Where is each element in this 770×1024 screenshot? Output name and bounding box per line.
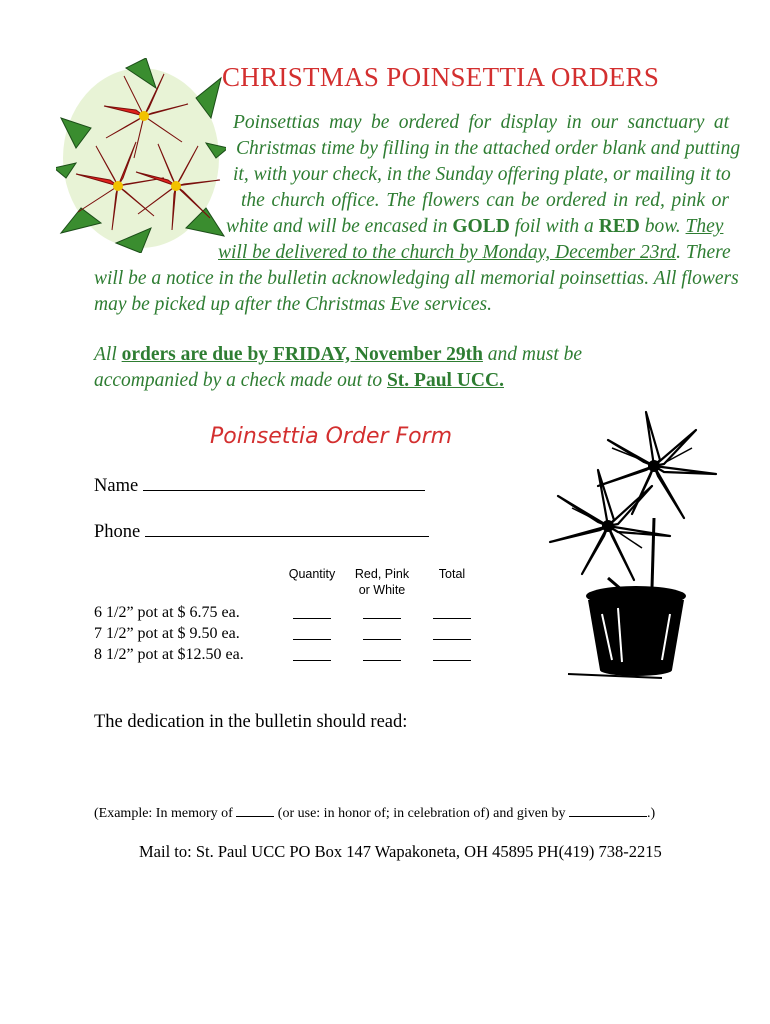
intro-line-8: may be picked up after the Christmas Eve services. [94, 294, 493, 315]
intro-text: . There [676, 242, 731, 263]
phone-input-line[interactable] [145, 520, 429, 537]
quantity-blank[interactable] [293, 659, 331, 661]
due-line-2 [94, 370, 504, 392]
potted-poinsettia-icon [542, 408, 738, 684]
color-blank[interactable] [363, 659, 401, 661]
name-label: Name [94, 476, 139, 496]
color-blank[interactable] [363, 638, 401, 640]
quantity-blank[interactable] [293, 617, 331, 619]
red-poinsettia-icon [56, 58, 226, 253]
example-text: (or use: in honor of; in celebration of) and given by [274, 806, 569, 821]
order-row-label: 6 1/2” pot at $ 6.75 ea. [94, 604, 240, 621]
intro-line-4: the church office. The flowers can be ordered in red, pink or [241, 190, 729, 211]
example-blank[interactable] [236, 806, 274, 817]
phone-label: Phone [94, 522, 141, 542]
order-row-label: 8 1/2” pot at $12.50 ea. [94, 646, 244, 663]
intro-line-3: it, with your check, in the Sunday offering plate, or mailing it to [233, 164, 731, 185]
example-blank[interactable] [569, 806, 647, 817]
intro-text: bow. [639, 216, 686, 237]
dedication-label: The dedication in the bulletin should read: [94, 712, 408, 732]
example-text: .) [647, 806, 656, 821]
delivery-text: will be delivered to the church by Monday, December 23rd [218, 242, 677, 263]
column-color-line-2: or White [358, 583, 406, 597]
column-total: Total [438, 567, 466, 581]
phone-field [94, 520, 429, 543]
intro-line-1: Poinsettias may be ordered for display in our sanctuary at [233, 112, 729, 133]
due-text: and must be [482, 344, 583, 365]
intro-line-6 [218, 240, 731, 266]
order-row-label: 7 1/2” pot at $ 9.50 ea. [94, 625, 240, 642]
color-blank[interactable] [363, 617, 401, 619]
mailing-address: Mail to: St. Paul UCC PO Box 147 Wapakoneta, OH 45895 PH(419) 738-2215 [139, 842, 662, 861]
intro-line-5 [226, 214, 723, 240]
red-highlight: RED [598, 216, 640, 237]
due-text: accompanied by a check made out to [94, 370, 387, 391]
example-text: (Example: In memory of [94, 806, 237, 821]
intro-line-7: will be a notice in the bulletin acknowledging all memorial poinsettias. All flowers [94, 268, 739, 289]
total-blank[interactable] [433, 659, 471, 661]
gold-highlight: GOLD [452, 216, 510, 237]
intro-text: foil with a [509, 216, 599, 237]
due-line-1 [94, 344, 582, 366]
column-color [350, 566, 414, 598]
name-field [94, 474, 425, 497]
column-color-line-1: Red, Pink [354, 567, 410, 581]
due-date: orders are due by FRIDAY, November 29th [121, 344, 483, 365]
total-blank[interactable] [433, 617, 471, 619]
column-quantity: Quantity [288, 567, 336, 581]
page-title: CHRISTMAS POINSETTIA ORDERS [222, 62, 660, 92]
form-title: Poinsettia Order Form [210, 424, 453, 449]
intro-text: white and will be encased in [226, 216, 453, 237]
church-name: St. Paul UCC. [386, 370, 504, 391]
quantity-blank[interactable] [293, 638, 331, 640]
name-input-line[interactable] [143, 474, 425, 491]
total-blank[interactable] [433, 638, 471, 640]
due-text: All [94, 344, 122, 365]
delivery-text: They [685, 216, 724, 237]
example-note [94, 806, 655, 822]
intro-line-2: Christmas time by filling in the attached order blank and putting [236, 138, 741, 159]
